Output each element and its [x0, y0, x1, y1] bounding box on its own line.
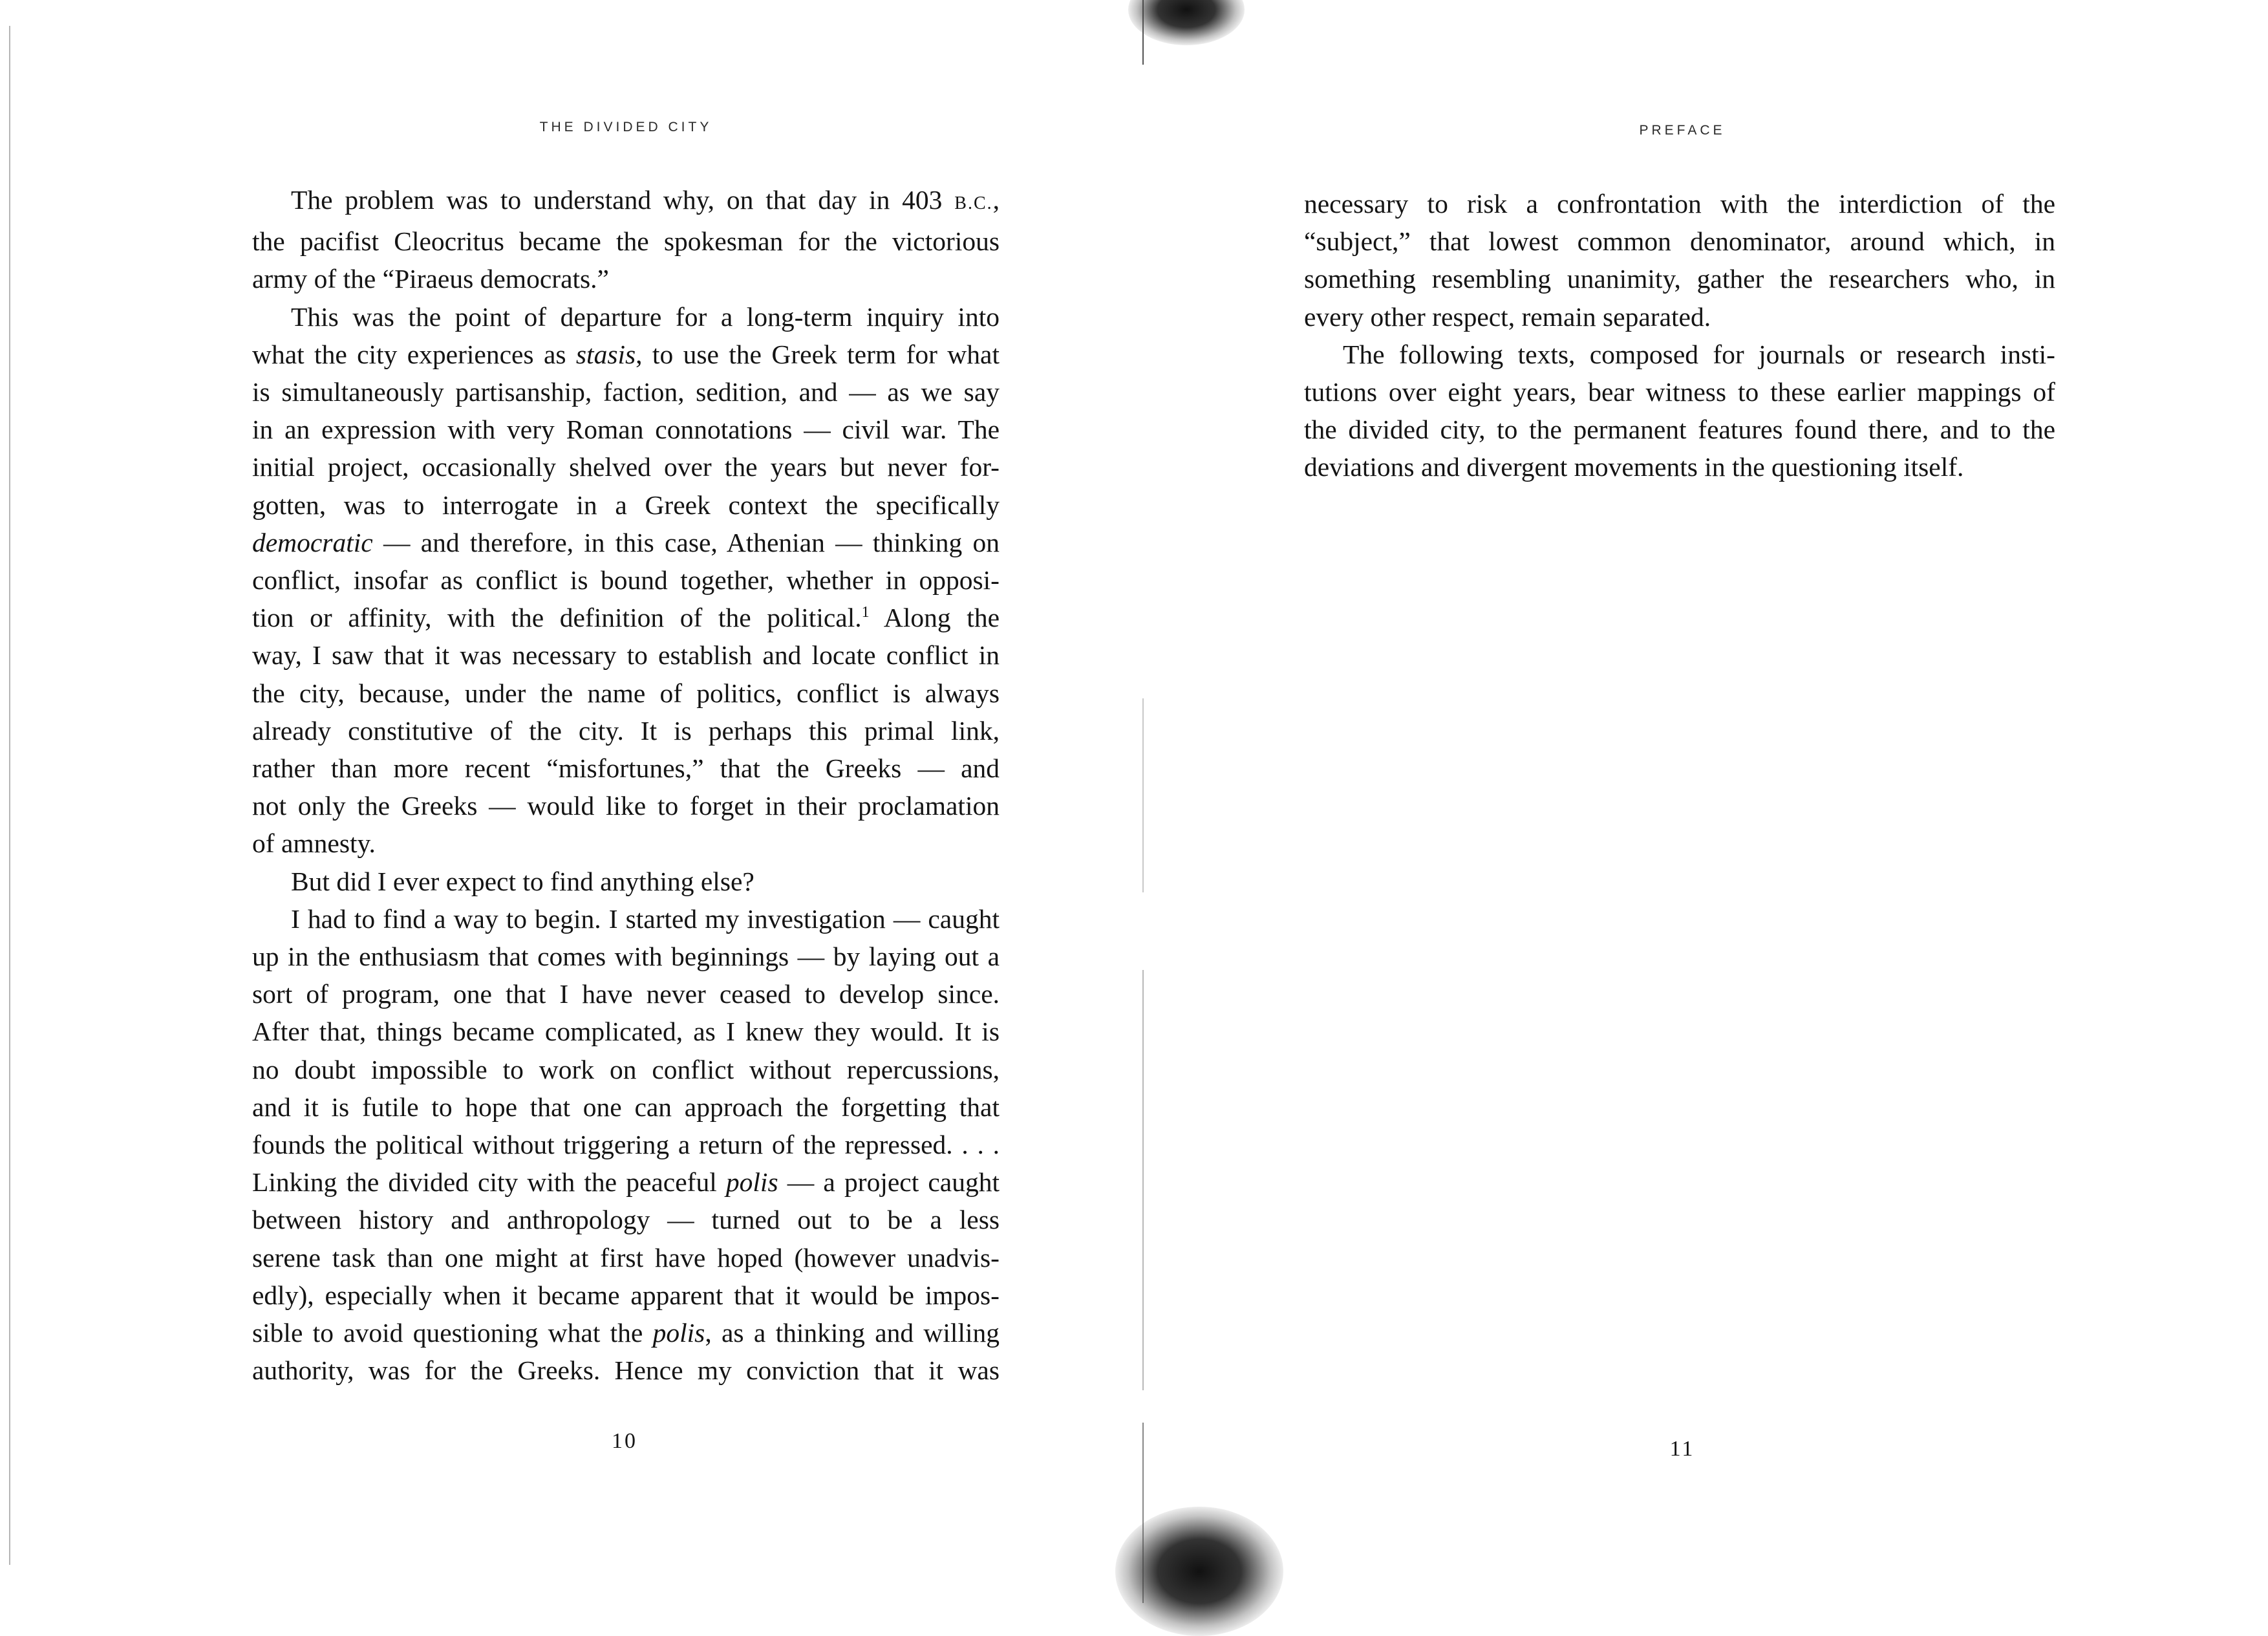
text-line: serene task than one might at first have hoped (however unadvis-	[252, 1242, 1000, 1273]
gutter-shadow-bottom	[1115, 1507, 1283, 1636]
text-line: up in the enthusiasm that comes with beginnings — by laying out a	[252, 942, 1000, 972]
text-line: But did I ever expect to find anything else?	[291, 866, 754, 896]
text-line: something resembling unanimity, gather the researchers who, in	[1304, 264, 2055, 294]
text-line: way, I saw that it was necessary to establish and locate conflict in	[252, 640, 1000, 671]
text-line: already constitutive of the city. It is perhaps this primal link,	[252, 715, 1000, 746]
page-number-right: 11	[1669, 1437, 1695, 1461]
text-line: This was the point of departure for a long-term inquiry into	[291, 301, 1000, 332]
text-line: founds the political without triggering a return of the repressed. . . .	[252, 1130, 1000, 1160]
text-line: the pacifist Cleocritus became the spokesman for the victorious	[252, 226, 1000, 257]
right-page	[1134, 0, 2268, 1603]
gutter-line-mid	[1142, 698, 1144, 892]
text-line: edly), especially when it became apparent that it would be impos-	[252, 1280, 1000, 1310]
text-line: no doubt impossible to work on conflict without repercussions,	[252, 1054, 1000, 1084]
text-line: After that, things became complicated, as I knew they would. It is	[252, 1017, 1000, 1047]
text-line: sible to avoid questioning what the polis, as a thinking and willing	[252, 1318, 1000, 1348]
text-line: every other respect, remain separated.	[1304, 301, 1711, 332]
text-line: “subject,” that lowest common denominator, around which, in	[1304, 226, 2055, 257]
body-text-left	[252, 181, 1000, 1390]
text-line: army of the “Piraeus democrats.”	[252, 264, 609, 294]
text-line: is simultaneously partisanship, faction, sedition, and — as we say	[252, 377, 1000, 407]
text-line: between history and anthropology — turned out to be a less	[252, 1205, 1000, 1235]
gutter-line-low	[1142, 970, 1144, 1390]
text-line: the divided city, to the permanent features found there, and to the	[1304, 414, 2055, 445]
text-line: sort of program, one that I have never ceased to develop since.	[252, 979, 1000, 1009]
text-line: The problem was to understand why, on that day in 403 B.C.,	[291, 185, 1000, 215]
body-text-right	[1304, 185, 2055, 486]
text-line: conflict, insofar as conflict is bound together, whether in opposi-	[252, 565, 1000, 596]
text-line: and it is futile to hope that one can approach the forgetting that	[252, 1092, 1000, 1122]
left-page	[0, 0, 1134, 1603]
text-line: the city, because, under the name of politics, conflict is always	[252, 678, 1000, 708]
text-line: what the city experiences as stasis, to use the Greek term for what	[252, 339, 1000, 369]
left-edge-line	[9, 26, 10, 1565]
text-line: tion or affinity, with the definition of the political.$^1$ Along the	[252, 603, 1000, 633]
text-line: I had to find a way to begin. I started my investigation — caught	[291, 903, 1000, 934]
text-line: necessary to risk a confrontation with the interdiction of the	[1304, 189, 2055, 219]
footnote-ref[interactable]: 1	[861, 604, 870, 621]
text-line: not only the Greeks — would like to forget in their proclamation	[252, 791, 1000, 821]
text-line: gotten, was to interrogate in a Greek context the specifically	[252, 490, 1000, 520]
page-number-left: 10	[612, 1429, 637, 1453]
text-line: deviations and divergent movements in the questioning itself.	[1304, 452, 1964, 482]
text-line: in an expression with very Roman connotations — civil war. The	[252, 414, 1000, 445]
text-line: tutions over eight years, bear witness to these earlier mappings of	[1304, 377, 2055, 407]
text-line: initial project, occasionally shelved over the years but never for-	[252, 452, 1000, 482]
text-line: democratic — and therefore, in this case, Athenian — thinking on	[252, 527, 1000, 557]
running-head-right: PREFACE	[1639, 123, 1726, 138]
text-line: authority, was for the Greeks. Hence my conviction that it was	[252, 1355, 1000, 1386]
text-line: Linking the divided city with the peaceful polis — a project caught	[252, 1167, 1000, 1198]
running-head-left: THE DIVIDED CITY	[539, 120, 712, 135]
text-line: rather than more recent “misfortunes,” that the Greeks — and	[252, 753, 1000, 784]
text-line: The following texts, composed for journals or research insti-	[1343, 339, 2055, 369]
text-line: of amnesty.	[252, 828, 376, 859]
